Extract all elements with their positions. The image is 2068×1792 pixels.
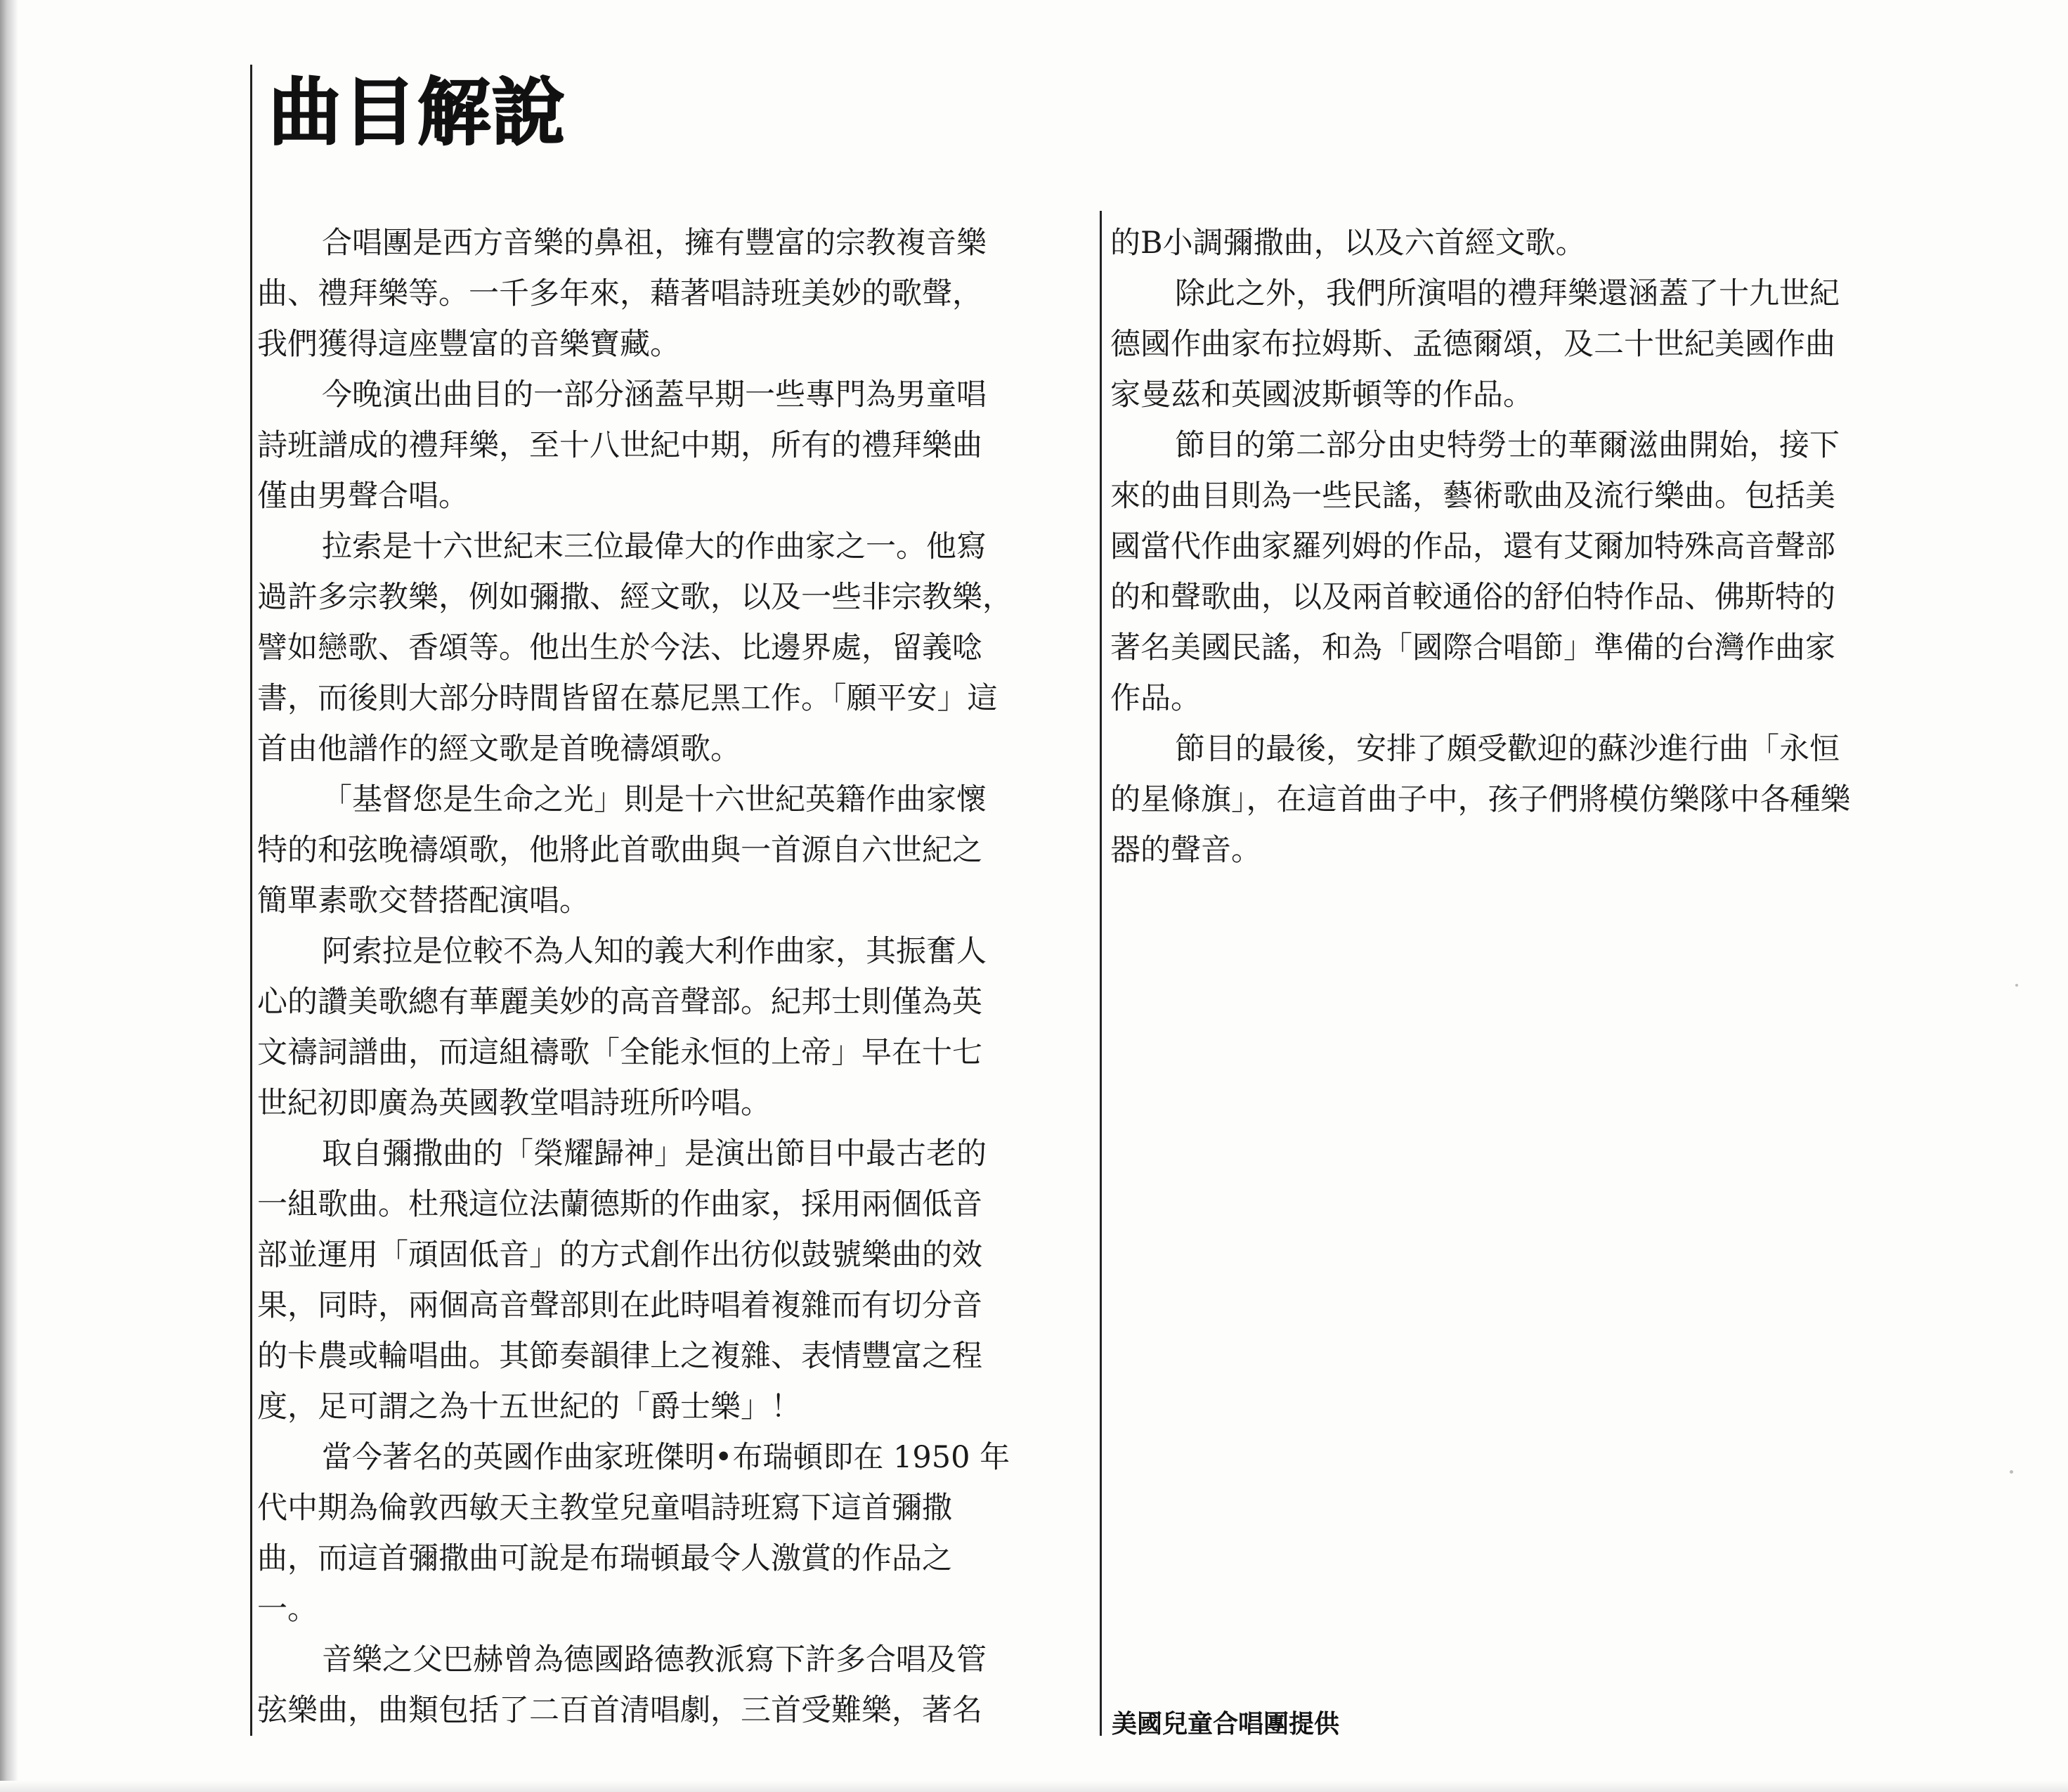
text-line: 我們獲得這座豐富的音樂寶藏。 [257, 327, 680, 362]
text-line: 的星條旗」，在這首曲子中，孩子們將模仿樂隊中各種樂 [1110, 782, 1851, 817]
left-vertical-rule [250, 65, 252, 1736]
text-line: 家曼茲和英國波斯頓等的作品。 [1110, 377, 1533, 413]
paragraph-first-line: 阿索拉是位較不為人知的義大利作曲家，其振奮人 [322, 934, 987, 969]
paragraph-first-line: 音樂之父巴赫曾為德國路德教派寫下許多合唱及管 [322, 1642, 987, 1677]
scan-speck [2010, 1470, 2013, 1474]
text-line: 弦樂曲，曲類包括了二百首清唱劇，三首受難樂，著名 [257, 1693, 982, 1728]
text-line: 著名美國民謠，和為「國際合唱節」準備的台灣作曲家 [1110, 630, 1835, 665]
text-line: 一。 [257, 1592, 318, 1627]
page-title: 曲目解說 [268, 70, 567, 155]
scan-speck [2015, 984, 2018, 987]
text-line: 的B小調彌撒曲，以及六首經文歌。 [1110, 226, 1586, 261]
text-line: 文禱詞譜曲，而這組禱歌「全能永恒的上帝」早在十七 [257, 1035, 982, 1070]
paragraph-first-line: 取自彌撒曲的「榮耀歸神」是演出節目中最古老的 [322, 1136, 987, 1171]
text-line: 果，同時，兩個高音聲部則在此時唱着複雜而有切分音 [257, 1288, 982, 1323]
paragraph-first-line: 節目的第二部分由史特勞士的華爾滋曲開始，接下 [1175, 428, 1840, 463]
text-line: 特的和弦晚禱頌歌，他將此首歌曲與一首源自六世紀之 [257, 833, 982, 868]
text-line: 世紀初即廣為英國教堂唱詩班所吟唱。 [257, 1086, 771, 1121]
text-line: 譬如戀歌、香頌等。他出生於今法、比邊界處，留義唸 [257, 630, 982, 665]
left-text-column [257, 218, 1016, 1736]
text-line: 曲、禮拜樂等。一千多年來，藉著唱詩班美妙的歌聲， [257, 276, 982, 311]
text-line: 器的聲音。 [1110, 833, 1261, 868]
paragraph-first-line: 拉索是十六世紀末三位最偉大的作曲家之一。他寫 [322, 529, 987, 564]
right-text-column [1110, 218, 1869, 876]
text-line: 來的曲目則為一些民謠，藝術歌曲及流行樂曲。包括美 [1110, 479, 1835, 514]
text-line: 曲，而這首彌撒曲可說是布瑞頓最令人激賞的作品之 [257, 1541, 952, 1576]
paragraph-first-line: 今晚演出曲目的一部分涵蓋早期一些專門為男童唱 [322, 377, 987, 413]
paragraph-first-line: 當今著名的英國作曲家班傑明•布瑞頓即在 1950 年 [322, 1440, 1010, 1475]
text-line: 德國作曲家布拉姆斯、孟德爾頌，及二十世紀美國作曲 [1110, 327, 1835, 362]
text-line: 首由他譜作的經文歌是首晚禱頌歌。 [257, 732, 741, 767]
text-line: 度，足可謂之為十五世紀的「爵士樂」！ [257, 1389, 801, 1424]
text-line: 過許多宗教樂，例如彌撒、經文歌，以及一些非宗教樂， [257, 580, 1013, 615]
text-line: 詩班譜成的禮拜樂，至十八世紀中期，所有的禮拜樂曲 [257, 428, 982, 463]
paragraph-first-line: 合唱團是西方音樂的鼻祖，擁有豐富的宗教複音樂 [322, 226, 987, 261]
binding-edge [0, 0, 18, 1792]
text-line: 心的讚美歌總有華麗美妙的高音聲部。紀邦士則僅為英 [257, 985, 982, 1020]
paragraph-first-line: 「基督您是生命之光」則是十六世紀英籍作曲家懷 [322, 782, 987, 817]
text-line: 簡單素歌交替搭配演唱。 [257, 883, 590, 918]
column-divider-rule [1100, 211, 1102, 1736]
credit-line: 美國兒童合唱團提供 [1112, 1710, 1340, 1739]
text-line: 部並運用「頑固低音」的方式創作出彷似鼓號樂曲的效 [257, 1238, 982, 1273]
text-line: 僅由男聲合唱。 [257, 479, 469, 514]
text-line: 代中期為倫敦西敏天主教堂兒童唱詩班寫下這首彌撒 [257, 1491, 952, 1526]
text-line: 書，而後則大部分時間皆留在慕尼黑工作。「願平安」這 [257, 681, 998, 716]
paragraph-first-line: 節目的最後，安排了頗受歡迎的蘇沙進行曲「永恒 [1175, 732, 1840, 767]
text-line: 作品。 [1110, 681, 1201, 716]
text-line: 國當代作曲家羅列姆的作品，還有艾爾加特殊高音聲部 [1110, 529, 1835, 564]
paragraph-first-line: 除此之外，我們所演唱的禮拜樂還涵蓋了十九世紀 [1175, 276, 1840, 311]
text-line: 的卡農或輪唱曲。其節奏韻律上之複雜、表情豐富之程 [257, 1339, 982, 1374]
bottom-page-edge [0, 1781, 2068, 1792]
text-line: 的和聲歌曲，以及兩首較通俗的舒伯特作品、佛斯特的 [1110, 580, 1835, 615]
text-line: 一組歌曲。杜飛這位法蘭德斯的作曲家，採用兩個低音 [257, 1187, 982, 1222]
